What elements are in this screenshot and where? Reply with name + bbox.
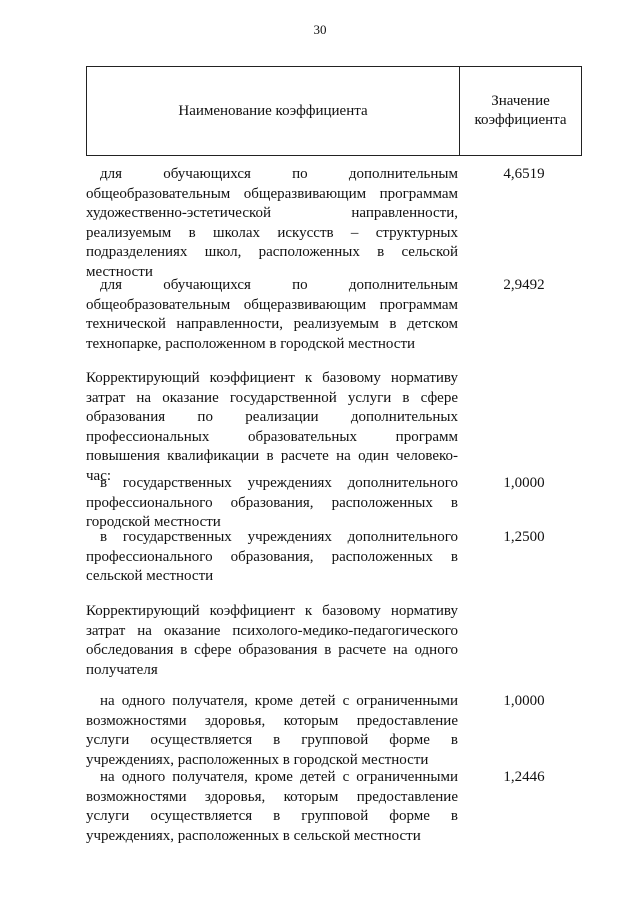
page-number: 30	[313, 22, 327, 37]
coefficient-name: в государственных учреждениях дополнительного профессионального образования, расположенных в городской местности	[86, 475, 458, 530]
coefficient-value: 1,0000	[503, 475, 545, 491]
coefficient-name: для обучающихся по дополнительным общеобразовательным общеразвивающим программам художественно-эстетической направленности, реализуемым в школах искусств – структурных подразделениях школ, расположенных в сельской местности	[86, 166, 458, 280]
table-row	[86, 474, 582, 533]
coefficient-name: на одного получателя, кроме детей с ограниченными возможностями здоровья, которым предоставление услуги осуществляется в групповой форме в учреждениях, расположенных в сельской местности	[86, 769, 458, 844]
coefficient-name: на одного получателя, кроме детей с ограниченными возможностями здоровья, которым предоставление услуги осуществляется в групповой форме в учреждениях, расположенных в городской местности	[86, 693, 458, 768]
column-header-name: Наименование коэффициента	[87, 67, 460, 155]
coefficient-value: 2,9492	[503, 277, 545, 293]
column-header-value-line2: коэффициента	[474, 112, 567, 128]
coefficient-name: в государственных учреждениях дополнительного профессионального образования, расположенных в сельской местности	[86, 529, 458, 584]
coefficient-value	[458, 369, 582, 486]
coefficient-value: 1,2500	[503, 529, 545, 545]
coefficient-group-title: Корректирующий коэффициент к базовому нормативу затрат на оказание государственной услуги в сфере образования по реализации дополнительных профессиональных образовательных программ повышения квалификации в расчете на один человеко-час:	[86, 370, 458, 484]
table-row	[86, 768, 582, 846]
table-row	[86, 528, 582, 587]
table-header	[86, 66, 582, 156]
coefficient-value: 1,0000	[503, 693, 545, 709]
column-header-value	[460, 67, 581, 155]
table-row	[86, 369, 582, 486]
table-row	[86, 692, 582, 770]
coefficient-value: 1,2446	[503, 769, 545, 785]
table-row	[86, 276, 582, 354]
coefficient-value	[458, 602, 582, 680]
table-row	[86, 602, 582, 680]
coefficient-value: 4,6519	[503, 166, 545, 182]
coefficient-name: для обучающихся по дополнительным общеобразовательным общеразвивающим программам технической направленности, реализуемым в детском технопарке, расположенном в городской местности	[86, 277, 458, 352]
column-header-value-line1: Значение	[491, 93, 550, 109]
table-row	[86, 165, 582, 282]
coefficient-group-title: Корректирующий коэффициент к базовому нормативу затрат на оказание психолого-медико-педагогического обследования в сфере образования в расчете на одного получателя	[86, 603, 458, 678]
